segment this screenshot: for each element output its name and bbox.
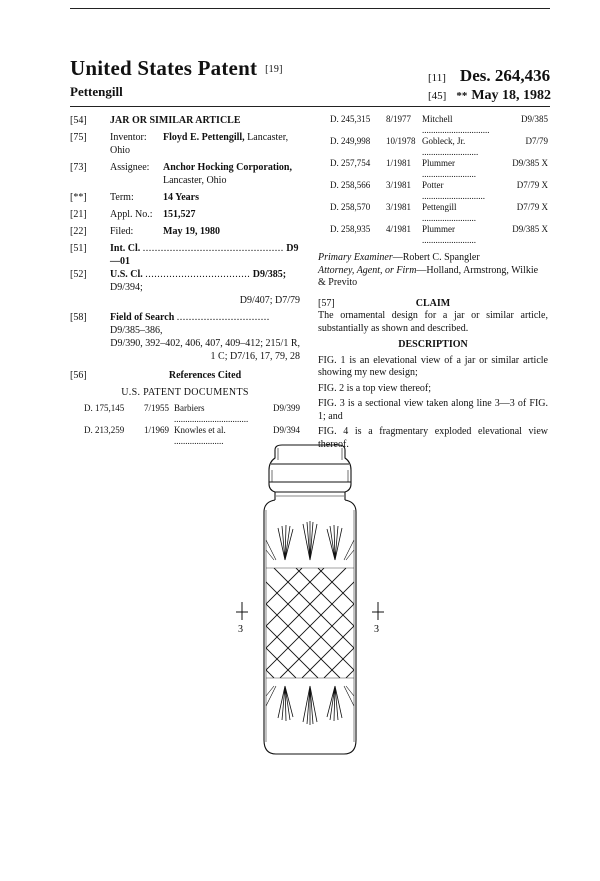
reference-class: D7/79 X (516, 180, 548, 190)
reference-inventor: Gobleck, Jr. (422, 136, 466, 146)
section-label-left: 3 (238, 624, 243, 635)
title-field: [54] JAR OR SIMILAR ARTICLE (70, 115, 241, 126)
reference-row (330, 114, 548, 136)
reference-date: 3/1981 (386, 180, 412, 190)
reference-name (422, 224, 490, 246)
reference-inventor: Mitchell (422, 114, 453, 124)
bibliographic-column (70, 114, 300, 447)
reference-inventor: Plummer (422, 224, 455, 234)
appl-field: [21] Appl. No.: 151,527 (70, 209, 196, 220)
reference-date: 4/1981 (386, 224, 412, 234)
reference-date: 1/1969 (144, 425, 170, 435)
reference-name (422, 180, 490, 202)
reference-name (422, 202, 490, 224)
reference-leader-dots: ........................ (422, 169, 476, 179)
reference-inventor: Potter (422, 180, 444, 190)
reference-number: D. 258,935 (330, 224, 371, 234)
reference-row (330, 180, 548, 202)
fig3-text: FIG. 3 is a sectional view taken along line 3—3 of FIG. 1; and (318, 398, 548, 422)
header-rule (70, 106, 550, 107)
field-of-search: [58] Field of Search ............................... D9/385–386, D9/390, 392–402, 406, 407, 409–412; 215/1 R, 1 C; D7/16, 17, 79, 28 (70, 312, 300, 362)
claim-text: The ornamental design for a jar or similar article, substantially as shown and described. (318, 310, 548, 334)
reference-class: D9/385 X (512, 224, 548, 234)
reference-leader-dots: ........................ (422, 235, 476, 245)
reference-leader-dots: ...................... (174, 436, 224, 446)
jar-drawing (230, 440, 390, 760)
reference-date: 8/1977 (386, 114, 412, 124)
fig2-text: FIG. 2 is a top view thereof; (318, 382, 432, 394)
diamond-pattern (230, 568, 390, 678)
reference-name (422, 158, 490, 180)
top-rule (70, 8, 550, 9)
reference-class: D7/79 (525, 136, 548, 146)
reference-row (330, 136, 548, 158)
fig1-text: FIG. 1 is an elevational view of a jar or similar article showing my new design; (318, 354, 548, 378)
reference-number: D. 258,566 (330, 180, 371, 190)
reference-name (422, 136, 490, 158)
reference-inventor: Knowles et al. (174, 425, 226, 435)
us-docs-heading: U.S. PATENT DOCUMENTS (121, 387, 249, 398)
term-field: [**] Term: 14 Years (70, 192, 200, 203)
reference-leader-dots: ......................... (422, 147, 479, 157)
reference-number: D. 175,145 (84, 403, 125, 413)
patent-date: [45] ** May 18, 1982 (428, 88, 552, 103)
primary-examiner: Primary Examiner—Robert C. Spangler (318, 252, 480, 263)
reference-leader-dots: ................................. (174, 414, 249, 424)
reference-class: D9/385 (521, 114, 548, 124)
reference-row (84, 403, 300, 425)
reference-number: D. 257,754 (330, 158, 371, 168)
section-label-right: 3 (374, 624, 379, 635)
reference-inventor: Pettengill (422, 202, 457, 212)
filed-field: [22] Filed: May 19, 1980 (70, 226, 220, 237)
reference-date: 3/1981 (386, 202, 412, 212)
description-heading: DESCRIPTION (398, 339, 468, 350)
reference-class: D7/79 X (516, 202, 548, 212)
section-markers (236, 602, 384, 620)
inventor-surname: Pettengill (70, 84, 123, 99)
reference-date: 1/1981 (386, 158, 412, 168)
examiner-block (318, 252, 548, 290)
reference-inventor: Plummer (422, 158, 455, 168)
reference-leader-dots: ............................ (422, 191, 485, 201)
top-fan-motifs (266, 521, 354, 560)
reference-name (422, 114, 490, 136)
reference-number: D. 213,259 (84, 425, 125, 435)
reference-number: D. 258,570 (330, 202, 371, 212)
reference-date: 7/1955 (144, 403, 170, 413)
reference-class: D9/394 (273, 425, 300, 435)
reference-class: D9/399 (273, 403, 300, 413)
reference-date: 10/1978 (386, 136, 416, 146)
reference-number: D. 249,998 (330, 136, 371, 146)
reference-inventor: Barbiers (174, 403, 205, 413)
uscl-field: [52] U.S. Cl. ................................... D9/385; D9/394; D9/407; D7/79 (70, 269, 300, 306)
right-column (318, 114, 548, 454)
reference-number: D. 245,315 (330, 114, 371, 124)
bottom-fan-motifs (266, 686, 354, 725)
references-heading: [56] References Cited (70, 370, 242, 381)
attorney: Attorney, Agent, or Firm—Holland, Armstrong, Wilkie & Previto (318, 264, 539, 288)
fig4-text: FIG. 4 is a fragmentary exploded elevational view thereof. (318, 426, 548, 450)
inventor-field: [75] Inventor: Floyd E. Pettengill, Lancaster, Ohio (70, 132, 289, 156)
assignee-field: [73] Assignee: Anchor Hocking Corporation, Lancaster, Ohio (70, 162, 292, 186)
references-right-list (330, 114, 548, 246)
patent-title: United States Patent [19] (70, 56, 283, 80)
reference-name (174, 403, 260, 425)
reference-row (330, 158, 548, 180)
reference-row (330, 224, 548, 246)
reference-class: D9/385 X (512, 158, 548, 168)
claim-heading: [57] CLAIM (318, 297, 451, 309)
patent-number: [11] Des. 264,436 (428, 66, 551, 85)
reference-leader-dots: .............................. (422, 125, 490, 135)
reference-leader-dots: ........................ (422, 213, 476, 223)
reference-row (330, 202, 548, 224)
intcl-field: [51] Int. Cl. ............................................... D9—01 (70, 243, 299, 267)
